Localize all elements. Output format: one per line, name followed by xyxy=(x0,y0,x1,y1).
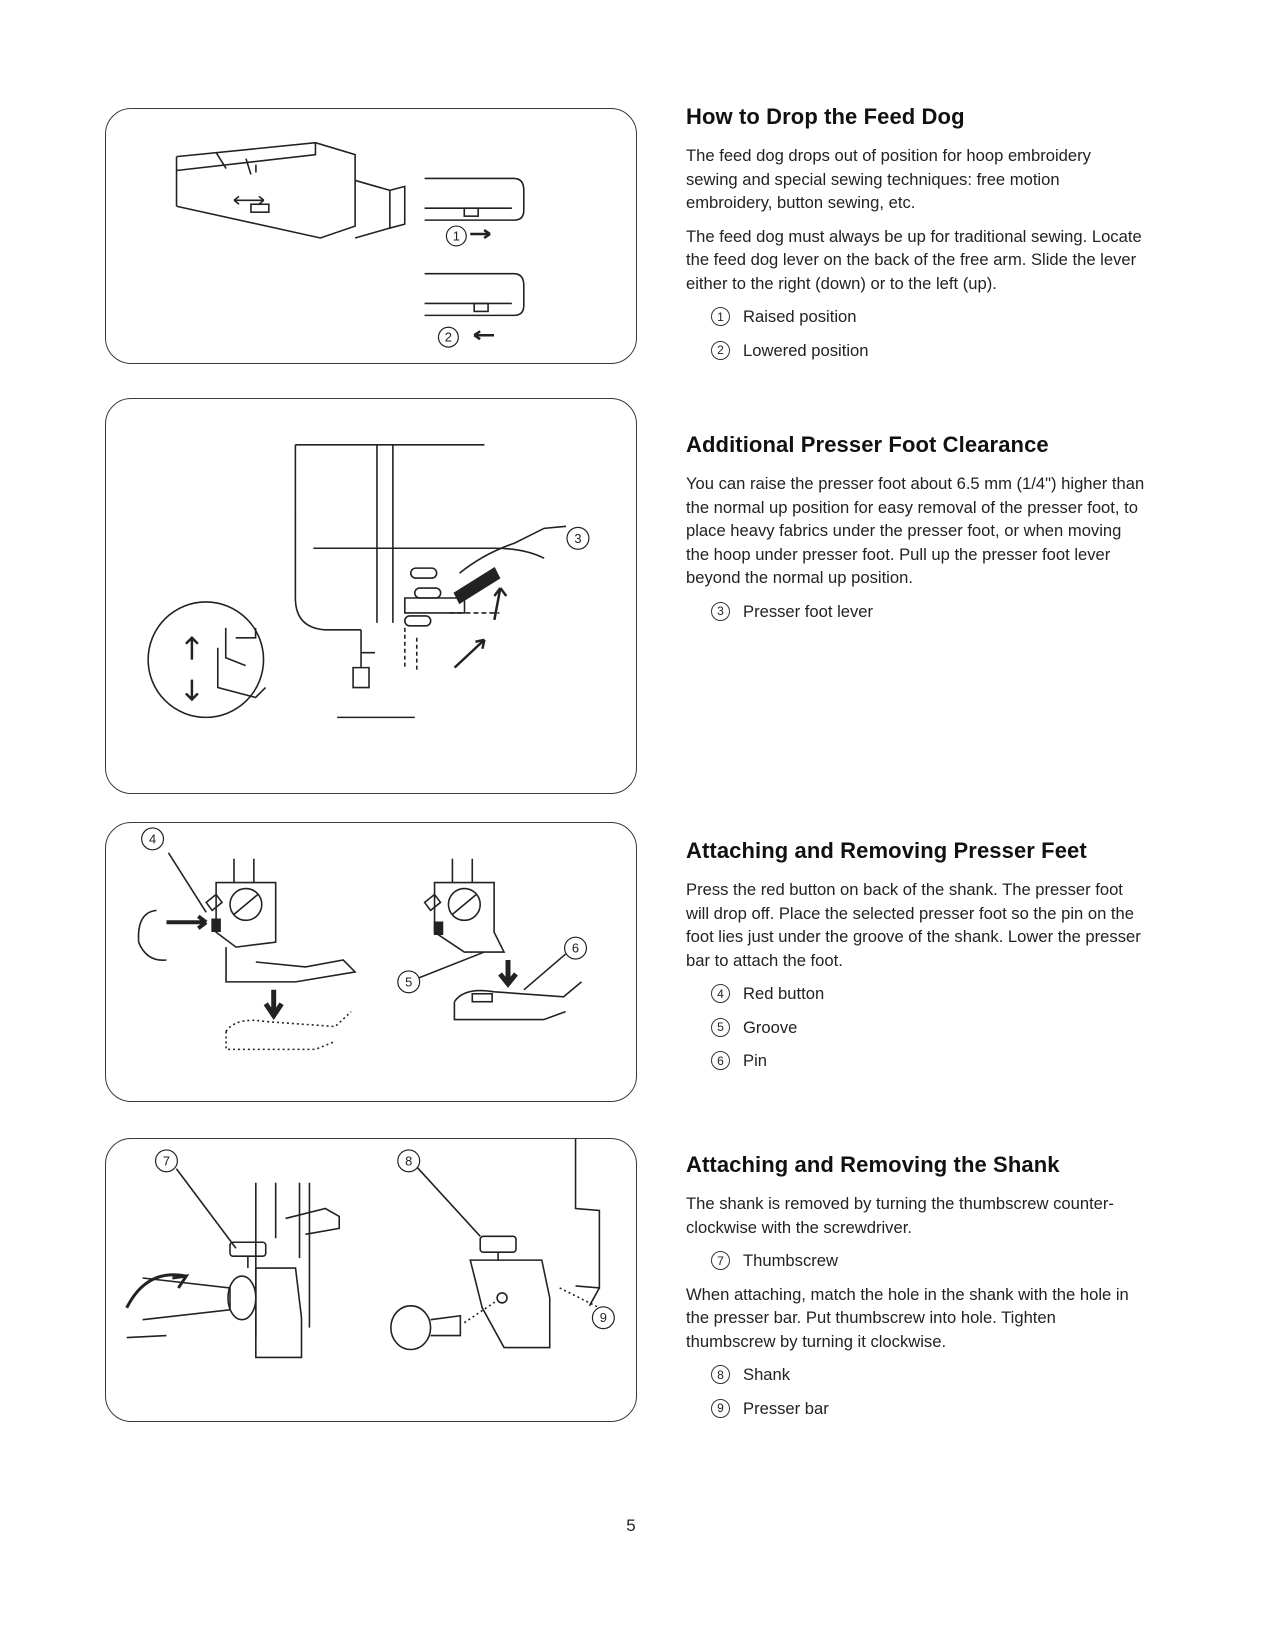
figure-shank xyxy=(105,1138,637,1422)
section-feed-dog xyxy=(686,104,1146,372)
section-title: Attaching and Removing Presser Feet xyxy=(686,838,1087,863)
figure-feed-dog xyxy=(105,108,637,364)
section-title: How to Drop the Feed Dog xyxy=(686,104,965,129)
legend-item xyxy=(711,1397,1146,1421)
legend-item xyxy=(711,1363,1146,1387)
legend-list xyxy=(686,1249,1146,1273)
svg-text:5: 5 xyxy=(405,974,413,990)
legend-item xyxy=(711,305,1146,329)
legend-list xyxy=(686,982,1146,1073)
callout-number: 2 xyxy=(711,341,730,360)
section-title: Attaching and Removing the Shank xyxy=(686,1152,1060,1177)
legend-label: Raised position xyxy=(743,307,857,326)
paragraph: You can raise the presser foot about 6.5 mm (1/4") higher than the normal up position for easy removal of the presser foot, to place heavy fabrics under the presser foot, or when moving the hoop under presser foot. Pull up the presser foot lever beyond the normal up position. xyxy=(686,474,1145,587)
svg-text:4: 4 xyxy=(148,831,157,847)
legend-item xyxy=(711,1049,1146,1073)
paragraph: The feed dog drops out of position for hoop embroidery sewing and special sewing techniques: free motion embroidery, button sewing, etc. xyxy=(686,146,1091,212)
legend-item xyxy=(711,1249,1146,1273)
callout-9 xyxy=(592,1307,614,1329)
shank-illustration xyxy=(106,1139,636,1421)
callout-8 xyxy=(398,1150,420,1172)
legend-list xyxy=(686,1363,1146,1420)
legend-label: Lowered position xyxy=(743,340,869,360)
presser-feet-illustration xyxy=(106,823,636,1101)
section-shank xyxy=(686,1152,1146,1430)
legend-label: Presser foot lever xyxy=(743,601,874,621)
callout-number: 1 xyxy=(711,307,730,326)
legend-item xyxy=(711,1016,1146,1040)
svg-text:8: 8 xyxy=(405,1153,413,1169)
legend-label: Presser bar xyxy=(743,1398,829,1418)
feed-dog-illustration xyxy=(106,109,636,363)
callout-1 xyxy=(446,226,466,246)
callout-number: 9 xyxy=(711,1399,730,1418)
figure-presser-feet xyxy=(105,822,637,1102)
legend-list xyxy=(686,600,1146,624)
paragraph: The shank is removed by turning the thumbscrew counter-clockwise with the screwdriver. xyxy=(686,1194,1114,1237)
paragraph: The feed dog must always be up for traditional sewing. Locate the feed dog lever on the back of the free arm. Slide the lever either to the right (down) or to the left (up). xyxy=(686,226,1142,293)
legend-label: Thumbscrew xyxy=(743,1251,838,1270)
callout-3 xyxy=(567,527,589,549)
presser-foot-clearance-illustration xyxy=(106,399,636,793)
legend-item xyxy=(711,982,1146,1006)
svg-text:2: 2 xyxy=(444,329,452,345)
legend-label: Groove xyxy=(743,1017,798,1037)
figure-presser-foot-clearance xyxy=(105,398,637,794)
callout-number: 6 xyxy=(711,1051,730,1070)
paragraph: Press the red button on back of the shank. The presser foot will drop off. Place the selected presser foot so the pin on the foot lies just under the groove of the shank. Lower the presser bar to attach the foot. xyxy=(686,880,1141,970)
legend-label: Shank xyxy=(743,1365,791,1384)
callout-7 xyxy=(156,1150,178,1172)
section-presser-foot-clearance xyxy=(686,432,1146,633)
section-presser-feet xyxy=(686,838,1146,1083)
svg-text:6: 6 xyxy=(571,940,580,956)
callout-number: 4 xyxy=(711,984,730,1003)
callout-number: 3 xyxy=(711,602,730,621)
callout-5 xyxy=(398,971,420,993)
legend-list xyxy=(686,305,1146,362)
legend-label: Red button xyxy=(743,984,825,1003)
callout-4 xyxy=(142,828,164,850)
callout-6 xyxy=(565,937,587,959)
legend-item xyxy=(711,339,1146,363)
section-title: Additional Presser Foot Clearance xyxy=(686,432,1049,457)
legend-label: Pin xyxy=(743,1051,767,1070)
svg-text:9: 9 xyxy=(599,1310,607,1326)
callout-number: 8 xyxy=(711,1365,730,1384)
page-number: 5 xyxy=(626,1516,636,1535)
svg-text:3: 3 xyxy=(574,530,582,546)
svg-text:1: 1 xyxy=(452,228,460,244)
callout-2 xyxy=(438,327,458,347)
callout-number: 5 xyxy=(711,1018,730,1037)
svg-text:7: 7 xyxy=(162,1153,171,1169)
paragraph: When attaching, match the hole in the shank with the hole in the presser bar. Put thumbscrew into hole. Tighten thumbscrew by turning it clockwise. xyxy=(686,1284,1129,1351)
legend-item xyxy=(711,600,1146,624)
callout-number: 7 xyxy=(711,1251,730,1270)
